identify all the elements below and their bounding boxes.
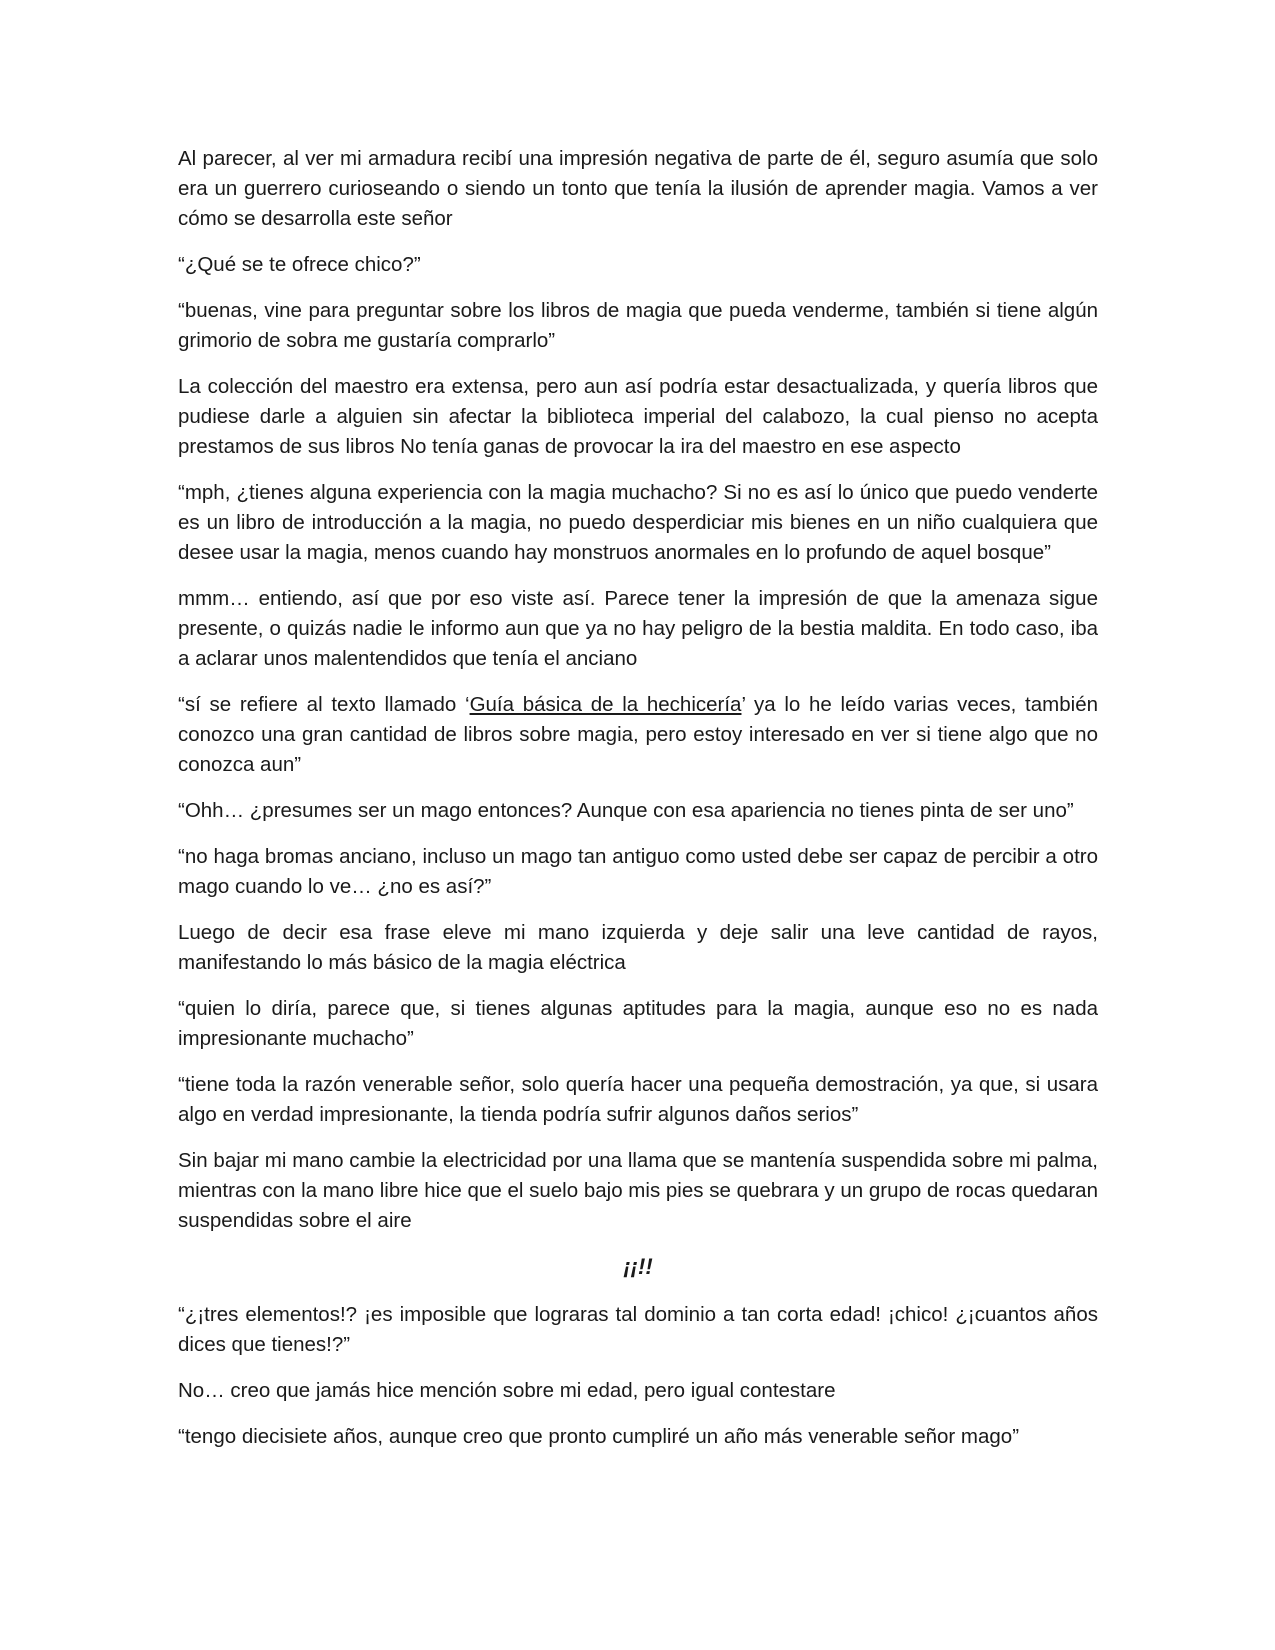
paragraph-8: “Ohh… ¿presumes ser un mago entonces? Aunque con esa apariencia no tienes pinta de ser uno”	[178, 799, 1074, 822]
paragraph-11: “quien lo diría, parece que, si tienes algunas aptitudes para la magia, aunque eso no es nada impresionante muchacho”	[178, 997, 1098, 1050]
paragraph-16: “tengo diecisiete años, aunque creo que pronto cumpliré un año más venerable señor mago”	[178, 1425, 1020, 1448]
paragraph-1: Al parecer, al ver mi armadura recibí una impresión negativa de parte de él, seguro asumía que solo era un guerrero curioseando o siendo un tonto que tenía la ilusión de aprender magia. Vamos a ver cómo se desarrolla este señor	[178, 147, 1098, 230]
paragraph-10: Luego de decir esa frase eleve mi mano izquierda y deje salir una leve cantidad de rayos, manifestando lo más básico de la magia eléctrica	[178, 921, 1098, 974]
document-page	[178, 144, 1098, 1468]
book-title: Guía básica de la hechicería	[469, 693, 742, 716]
paragraph-15: No… creo que jamás hice mención sobre mi edad, pero igual contestare	[178, 1379, 836, 1402]
paragraph-14: “¿¡tres elementos!? ¡es imposible que lograras tal dominio a tan corta edad! ¡chico! ¿¡cuantos años dices que tienes!?”	[178, 1303, 1098, 1356]
paragraph-6: mmm… entiendo, así que por eso viste así. Parece tener la impresión de que la amenaza sigue presente, o quizás nadie le informo aun que ya no hay peligro de la bestia maldita. En todo caso, iba a aclarar unos malentendidos que tenía el anciano	[178, 587, 1098, 670]
paragraph-12: “tiene toda la razón venerable señor, solo quería hacer una pequeña demostración, ya que, si usara algo en verdad impresionante, la tienda podría sufrir algunos daños serios”	[178, 1073, 1098, 1126]
quote-after: ’ ya lo he leído varias veces, también conozco una gran cantidad de libros sobre magia, pero estoy interesado en ver si tiene algo que no conozca aun”	[178, 693, 1098, 776]
paragraph-9: “no haga bromas anciano, incluso un mago tan antiguo como usted debe ser capaz de percibir a otro mago cuando lo ve… ¿no es así?”	[178, 845, 1098, 898]
paragraph-5: “mph, ¿tienes alguna experiencia con la magia muchacho? Si no es así lo único que puedo venderte es un libro de introducción a la magia, no puedo desperdiciar mis bienes en un niño cualquiera que desee usar la magia, menos cuando hay monstruos anormales en lo profundo de aquel bosque”	[178, 481, 1098, 564]
paragraph-3: “buenas, vine para preguntar sobre los libros de magia que pueda venderme, también si tiene algún grimorio de sobra me gustaría comprarlo”	[178, 299, 1098, 352]
paragraph-2: “¿Qué se te ofrece chico?”	[178, 253, 421, 276]
quote-before: “sí se refiere al texto llamado ‘	[178, 693, 470, 716]
sound-effect: ¡¡!!	[623, 1254, 653, 1279]
paragraph-7	[178, 690, 1098, 780]
paragraph-4: La colección del maestro era extensa, pero aun así podría estar desactualizada, y quería libros que pudiese darle a alguien sin afectar la biblioteca imperial del calabozo, la cual pienso no acepta prestamos de sus libros No tenía ganas de provocar la ira del maestro en ese aspecto	[178, 375, 1098, 458]
paragraph-13: Sin bajar mi mano cambie la electricidad por una llama que se mantenía suspendida sobre mi palma, mientras con la mano libre hice que el suelo bajo mis pies se quebrara y un grupo de rocas quedaran suspendidas sobre el aire	[178, 1149, 1098, 1232]
